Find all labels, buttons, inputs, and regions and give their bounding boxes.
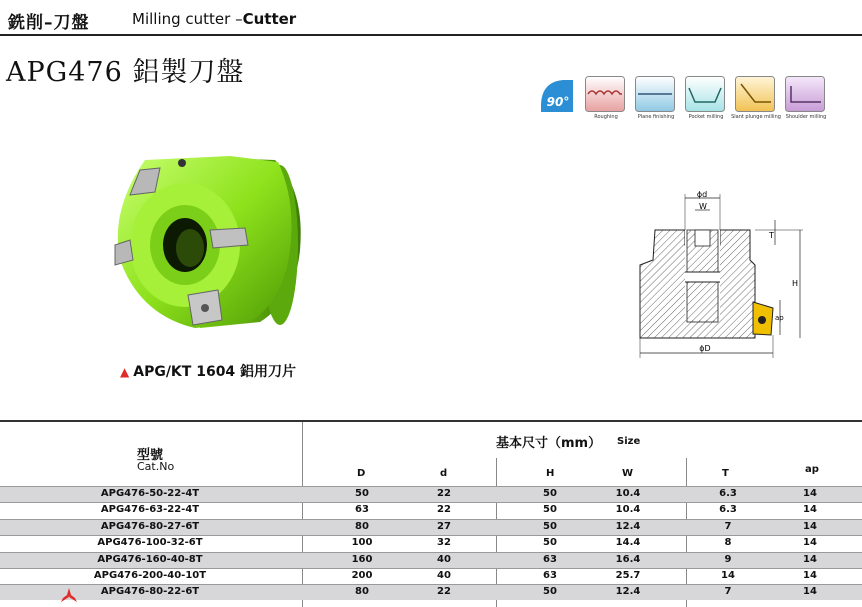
- cat-label-cn: 型號: [137, 448, 164, 463]
- table-row: [0, 519, 862, 535]
- cell-T: 14: [721, 570, 735, 581]
- cell-W: 25.7: [615, 570, 641, 581]
- table-header: [0, 422, 862, 486]
- col-W: W: [622, 468, 634, 479]
- cell-D: 80: [355, 586, 369, 598]
- cell-H: 50: [543, 520, 557, 532]
- triangle-marker-icon: ▲: [120, 365, 130, 379]
- model-title: APG476 鋁製刀盤: [6, 57, 245, 88]
- size-label-cn: 基本尺寸（mm）: [496, 436, 602, 451]
- row-separator: [0, 552, 862, 553]
- row-separator: [0, 486, 862, 487]
- dim-ap: ap: [775, 314, 784, 322]
- col-d: d: [440, 468, 448, 479]
- col-T: T: [722, 468, 729, 479]
- cell-H: 50: [543, 537, 557, 549]
- slant-plunge-icon: [731, 76, 781, 124]
- cutter-product-image: [100, 150, 320, 340]
- cell-d: 40: [437, 553, 451, 565]
- row-separator: [0, 535, 862, 536]
- roughing-label: Roughing: [594, 114, 618, 120]
- row-separator: [0, 568, 862, 569]
- cell-cat-no: APG476-80-27-6T: [100, 520, 200, 532]
- cell-T: 6.3: [719, 504, 737, 516]
- cell-cat-no: APG476-100-32-6T: [97, 537, 203, 549]
- cell-T: 9: [724, 553, 732, 565]
- section-title-en-light: Milling cutter –: [132, 10, 243, 28]
- slant-plunge-label: Slant plunge milling: [731, 114, 781, 120]
- technical-drawing: [625, 190, 810, 362]
- cell-H: 50: [543, 586, 557, 598]
- plane-finishing-icon: [635, 76, 677, 124]
- cell-d: 22: [437, 504, 451, 516]
- cell-D: 200: [351, 570, 373, 581]
- angle-label: 90°: [546, 95, 570, 109]
- size-label-en: Size: [617, 436, 641, 447]
- cell-cat-no: APG476-200-40-10T: [93, 570, 207, 581]
- dim-phi-D: ϕD: [699, 344, 711, 353]
- cell-d: 27: [437, 520, 451, 532]
- table-row: [0, 584, 862, 600]
- cell-D: 100: [351, 537, 373, 549]
- cell-ap: 14: [803, 504, 817, 516]
- cell-H: 63: [543, 570, 557, 581]
- table-row: [0, 535, 862, 551]
- row-separator: [0, 502, 862, 503]
- cell-cat-no: APG476-50-22-4T: [100, 488, 200, 499]
- cell-T: 6.3: [719, 488, 737, 499]
- cell-cat-no: APG476-160-40-8T: [97, 553, 203, 565]
- row-separator: [0, 519, 862, 520]
- insert-caption: [120, 361, 296, 381]
- table-row: [0, 486, 862, 502]
- table-row: [0, 502, 862, 518]
- dim-phi-d: ϕd: [696, 190, 708, 199]
- cell-cat-no: APG476-63-22-4T: [100, 504, 200, 516]
- cell-d: 22: [437, 488, 451, 499]
- cell-W: 10.4: [615, 504, 641, 516]
- dim-w: W: [699, 202, 707, 211]
- dim-h: H: [792, 279, 799, 288]
- dim-t: T: [769, 231, 774, 240]
- cell-cat-no: APG476-80-22-6T: [100, 586, 200, 598]
- section-title-cn: 銑削–刀盤: [8, 13, 90, 33]
- col-ap: ap: [805, 464, 819, 475]
- pocket-milling-label: Pocket milling: [688, 114, 724, 120]
- cell-W: 12.4: [615, 586, 641, 598]
- cell-ap: 14: [803, 570, 817, 581]
- table-row: [0, 568, 862, 584]
- pocket-milling-icon: [685, 76, 727, 124]
- cell-H: 50: [543, 488, 557, 499]
- cell-H: 63: [543, 553, 557, 565]
- cell-ap: 14: [803, 586, 817, 598]
- section-title-en: [132, 10, 296, 28]
- col-H: H: [546, 468, 555, 479]
- cell-W: 16.4: [615, 553, 641, 565]
- cell-W: 14.4: [615, 537, 641, 549]
- section-title-en-bold: Cutter: [242, 10, 297, 28]
- cell-W: 10.4: [615, 488, 641, 499]
- plane-finishing-label: Plane finishing: [637, 114, 675, 120]
- angle-90-icon: [537, 76, 577, 116]
- cell-D: 50: [355, 488, 369, 499]
- insert-caption-text: APG/KT 1604 鋁用刀片: [133, 364, 297, 380]
- cell-ap: 14: [803, 488, 817, 499]
- shoulder-milling-label: Shoulder milling: [785, 114, 827, 120]
- shoulder-milling-icon: [785, 76, 827, 124]
- cat-label-en: Cat.No: [137, 460, 175, 473]
- cell-ap: 14: [803, 537, 817, 549]
- roughing-icon: [585, 76, 627, 124]
- table-row: [0, 552, 862, 568]
- col-D: D: [357, 468, 366, 479]
- cell-ap: 14: [803, 553, 817, 565]
- cell-d: 22: [437, 586, 451, 598]
- cell-D: 160: [351, 553, 373, 565]
- application-icons: [537, 76, 837, 124]
- cell-d: 40: [437, 570, 451, 581]
- cell-D: 63: [355, 504, 369, 516]
- red-triad-marker-icon: [58, 587, 80, 603]
- cell-T: 7: [724, 520, 732, 532]
- cell-W: 12.4: [615, 520, 641, 532]
- cell-T: 8: [724, 537, 732, 549]
- header-divider: [0, 34, 862, 36]
- cell-D: 80: [355, 520, 369, 532]
- cell-ap: 14: [803, 520, 817, 532]
- cell-T: 7: [724, 586, 732, 598]
- cell-d: 32: [437, 537, 451, 549]
- cell-H: 50: [543, 504, 557, 516]
- row-separator: [0, 584, 862, 585]
